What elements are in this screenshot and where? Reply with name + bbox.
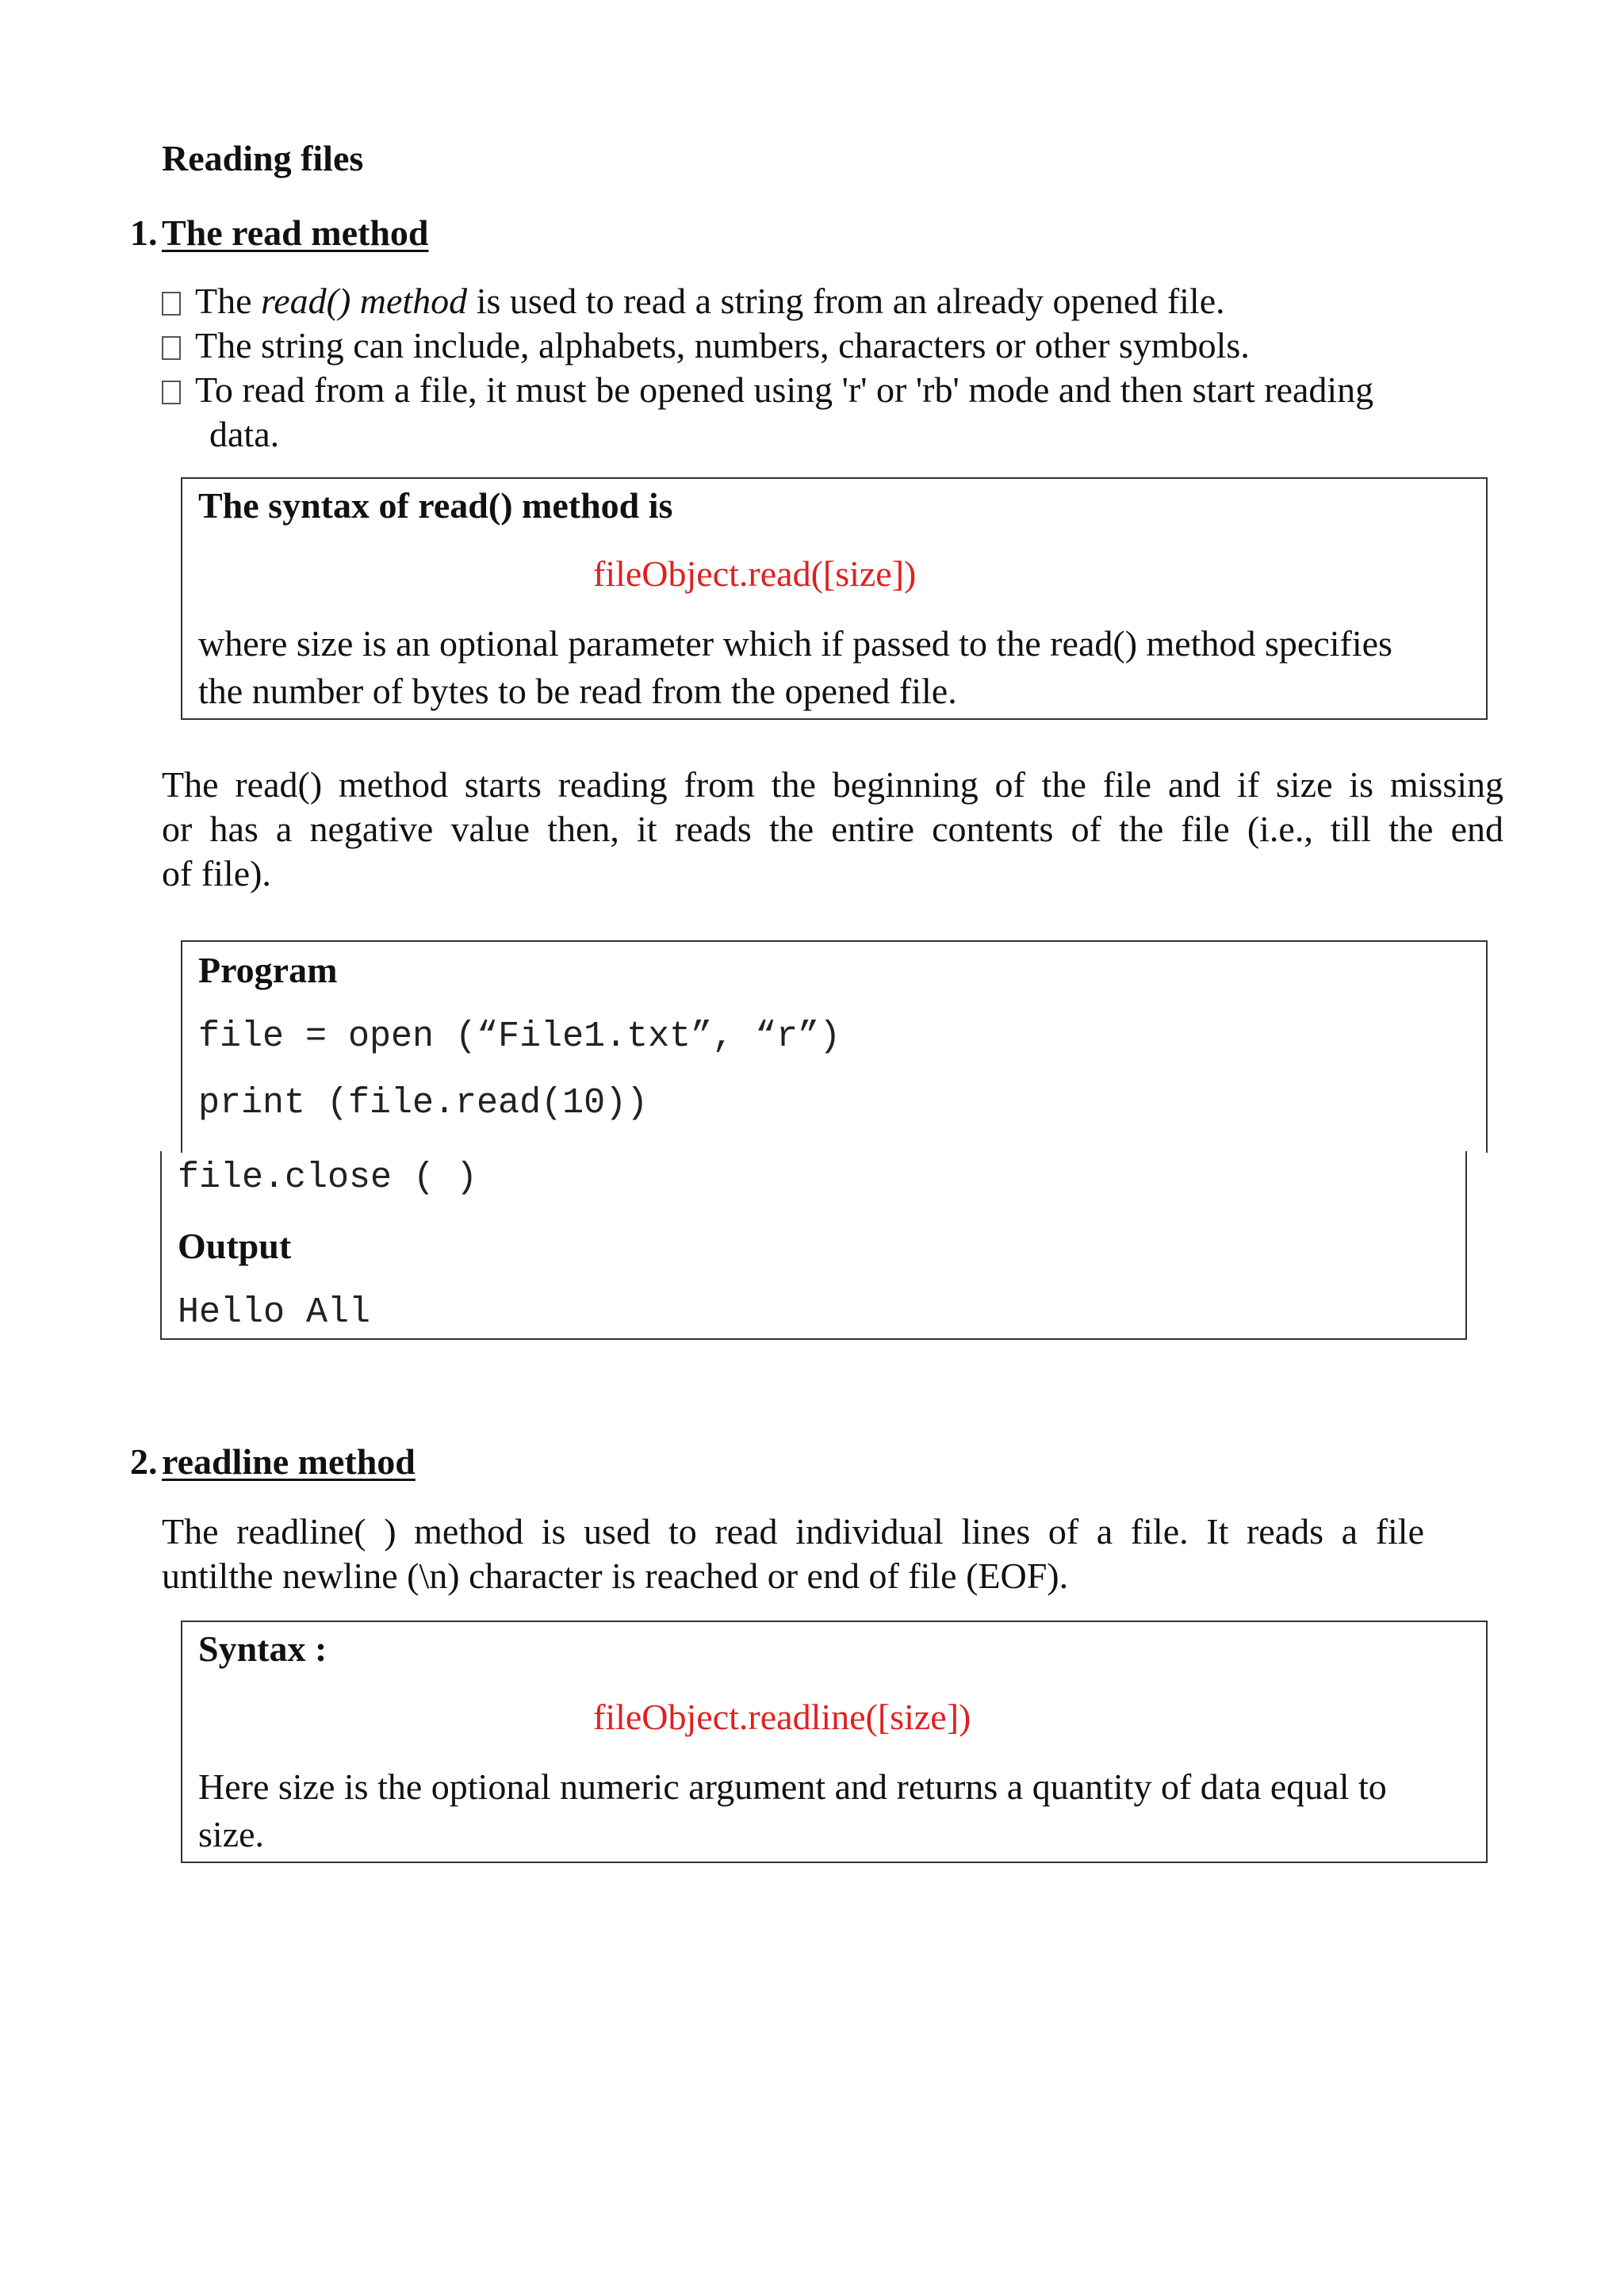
output-value: Hello All bbox=[178, 1292, 371, 1333]
paragraph-line: untilthe newline (\n) character is reached or end of file (EOF). bbox=[162, 1556, 1069, 1596]
section2-number: 2. bbox=[130, 1441, 158, 1482]
bullet-box-icon bbox=[162, 292, 181, 316]
code-line: file = open (“File1.txt”, “r”) bbox=[198, 1016, 841, 1057]
code-line: file.close ( ) bbox=[178, 1158, 478, 1198]
bullet-item: To read from a file, it must be opened using 'r' or 'rb' mode and then start reading bbox=[162, 368, 1373, 412]
page-title: Reading files bbox=[162, 138, 364, 178]
section1-heading: The read method bbox=[162, 212, 429, 253]
syntax-description-line: where size is an optional parameter which if passed to the read() method specifies bbox=[198, 623, 1392, 664]
syntax-box-title: The syntax of read() method is bbox=[198, 485, 673, 526]
bullet-item: The string can include, alphabets, numbers, characters or other symbols. bbox=[162, 323, 1250, 368]
paragraph-line: or has a negative value then, it reads the entire contents of the file (i.e., till the end bbox=[162, 809, 1503, 849]
program-title: Program bbox=[198, 950, 338, 990]
program-box-bottom bbox=[160, 1151, 1467, 1340]
program-box-top bbox=[181, 940, 1488, 1153]
syntax-description-line: the number of bytes to be read from the opened file. bbox=[198, 671, 957, 711]
syntax-description-line: size. bbox=[198, 1814, 265, 1854]
syntax-box-title: Syntax : bbox=[198, 1628, 327, 1669]
syntax-expression: fileObject.read([size]) bbox=[593, 553, 917, 594]
paragraph-line: The readline( ) method is used to read individual lines of a file. It reads a file bbox=[162, 1511, 1424, 1552]
paragraph-line: The read() method starts reading from the beginning of the file and if size is missing bbox=[162, 764, 1503, 805]
section2-heading: readline method bbox=[162, 1441, 416, 1482]
syntax-box bbox=[181, 477, 1488, 720]
bullet-box-icon bbox=[162, 381, 181, 404]
bullet-item: The read() method is used to read a string from an already opened file. bbox=[162, 279, 1225, 323]
section1-number: 1. bbox=[130, 212, 158, 253]
code-line: print (file.read(10)) bbox=[198, 1083, 649, 1123]
syntax-box bbox=[181, 1621, 1488, 1863]
output-title: Output bbox=[178, 1226, 292, 1266]
paragraph-line: of file). bbox=[162, 853, 271, 894]
syntax-description-line: Here size is the optional numeric argument and returns a quantity of data equal to bbox=[198, 1766, 1387, 1807]
syntax-expression: fileObject.readline([size]) bbox=[593, 1697, 971, 1737]
bullet-emphasis: read() method bbox=[261, 281, 468, 321]
bullet-box-icon bbox=[162, 336, 181, 360]
bullet-continuation: data. bbox=[209, 414, 280, 454]
